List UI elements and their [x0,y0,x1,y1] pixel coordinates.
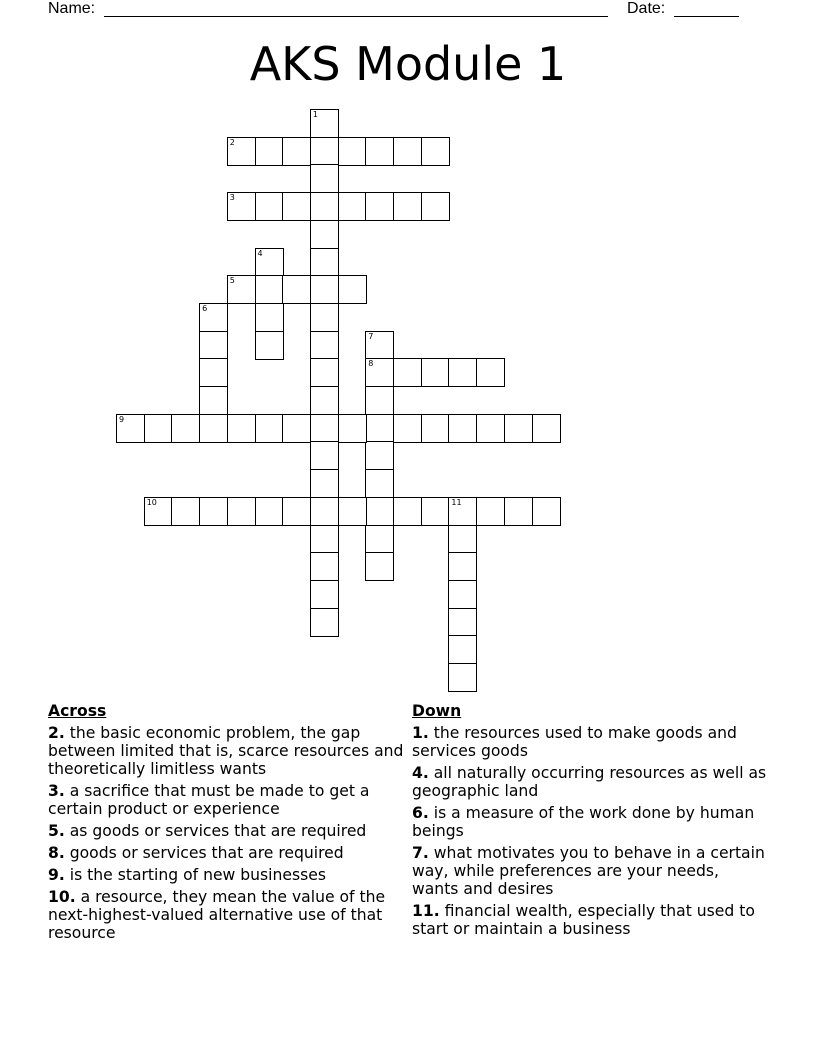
clue-number: 11 [451,497,462,507]
crossword-cell[interactable] [199,303,228,332]
crossword-cell[interactable] [393,137,422,166]
crossword-cell[interactable] [227,414,256,443]
down-clue [412,902,768,938]
clue-number: 11. [412,902,440,920]
crossword-cell[interactable] [365,358,394,387]
crossword-cell[interactable] [310,248,339,277]
across-clue [48,888,404,942]
clue-number: 3 [229,193,235,203]
clue-text: the resources used to make goods and services goods [412,724,737,760]
page-title: AKS Module 1 [249,37,567,91]
crossword-cell[interactable] [338,414,367,443]
clue-text: financial wealth, especially that used to start or maintain a business [412,902,755,938]
crossword-cell[interactable] [448,552,477,581]
crossword-cell[interactable] [532,414,561,443]
crossword-cell[interactable] [448,414,477,443]
crossword-cell[interactable] [310,497,339,526]
crossword-cell[interactable] [310,192,339,221]
clue-number: 1. [412,724,429,742]
crossword-cell[interactable] [421,358,450,387]
crossword-cell[interactable] [365,192,394,221]
crossword-cell[interactable] [365,552,394,581]
crossword-cell[interactable] [310,220,339,249]
crossword-cell[interactable] [255,414,284,443]
crossword-cell[interactable] [338,137,367,166]
clue-number: 2. [48,724,65,742]
crossword-cell[interactable] [421,497,450,526]
clue-number: 8 [368,359,374,369]
clue-text: is the starting of new businesses [64,866,326,884]
crossword-cell[interactable] [282,414,311,443]
crossword-cell[interactable] [421,192,450,221]
crossword-cell[interactable] [393,192,422,221]
clue-number: 10 [146,497,157,507]
clue-text: what motivates you to behave in a certain way, while preferences are your needs, wants and desires [412,844,765,898]
down-clue-list [412,724,768,938]
clue-number: 10. [48,888,76,906]
clue-number: 8. [48,844,65,862]
clue-text: all naturally occurring resources as well as geographic land [412,764,767,800]
crossword-cell[interactable] [199,358,228,387]
crossword-cell[interactable] [310,358,339,387]
crossword-cell[interactable] [365,414,394,443]
crossword-cell[interactable] [365,525,394,554]
clue-number: 4 [257,248,263,258]
down-clue [412,724,768,760]
across-clue [48,844,404,862]
down-heading: Down [412,702,462,720]
clue-number: 2 [229,137,235,147]
across-heading: Across [48,702,107,720]
crossword-cell[interactable] [255,275,284,304]
crossword-cell[interactable] [310,580,339,609]
crossword-cell[interactable] [532,497,561,526]
crossword-cell[interactable] [227,192,256,221]
crossword-cell[interactable] [448,580,477,609]
crossword-cell[interactable] [448,525,477,554]
crossword-cell[interactable] [448,608,477,637]
clue-text: a resource, they mean the value of the next-highest-valued alternative use of that resource [48,888,386,942]
crossword-cell[interactable] [476,358,505,387]
clue-text: as goods or services that are required [64,822,367,840]
crossword-cell[interactable] [504,497,533,526]
crossword-cell[interactable] [310,137,339,166]
clue-number: 1 [312,110,318,119]
clue-number: 4. [412,764,429,782]
across-clue [48,782,404,818]
clue-text: the basic economic problem, the gap between limited that is, scarce resources and theoretically limitless wants [48,724,404,778]
crossword-cell[interactable] [144,497,173,526]
crossword-cell[interactable] [144,414,173,443]
crossword-cell[interactable] [255,497,284,526]
crossword-cell[interactable] [282,192,311,221]
crossword-cell[interactable] [310,164,339,193]
crossword-cell[interactable] [282,497,311,526]
crossword-cell[interactable] [310,608,339,637]
crossword-cell[interactable] [199,331,228,360]
crossword-cell[interactable] [448,635,477,664]
down-clues [412,702,768,942]
crossword-cell[interactable] [227,137,256,166]
across-clue [48,822,404,840]
crossword-cell[interactable] [310,414,339,443]
crossword-cell[interactable] [255,137,284,166]
crossword-cell[interactable] [310,275,339,304]
crossword-cell[interactable] [282,137,311,166]
crossword-cell[interactable] [310,303,339,332]
crossword-cell[interactable] [365,441,394,470]
clue-text: is a measure of the work done by human beings [412,804,755,840]
crossword-cell[interactable] [310,331,339,360]
crossword-cell[interactable] [255,248,284,277]
clue-text: a sacrifice that must be made to get a certain product or experience [48,782,370,818]
crossword-cell[interactable] [476,497,505,526]
crossword-cell[interactable] [393,358,422,387]
crossword-cell[interactable] [365,497,394,526]
clue-number: 5. [48,822,65,840]
crossword-cell[interactable] [310,386,339,415]
down-clue [412,804,768,840]
across-clue-list [48,724,404,942]
across-clues [48,702,404,946]
crossword-cell[interactable] [199,497,228,526]
crossword-cell[interactable] [393,497,422,526]
crossword-cell[interactable] [365,331,394,360]
crossword-cell[interactable] [310,552,339,581]
crossword-cell[interactable] [255,331,284,360]
crossword-cell[interactable] [199,414,228,443]
clue-number: 9. [48,866,65,884]
crossword-cell[interactable] [310,109,339,138]
clue-number: 5 [229,276,235,286]
crossword-cell[interactable] [365,386,394,415]
crossword-cell[interactable] [338,497,367,526]
crossword-cell[interactable] [255,303,284,332]
clue-number: 6. [412,804,429,822]
crossword-cell[interactable] [227,497,256,526]
clue-number: 7. [412,844,429,862]
across-clue [48,724,404,778]
crossword-cell[interactable] [421,414,450,443]
clue-number: 9 [119,414,125,424]
crossword-cell[interactable] [393,414,422,443]
clue-number: 6 [202,303,208,313]
name-label: Name: [48,0,96,17]
crossword-cell[interactable] [310,525,339,554]
crossword-cell[interactable] [448,497,477,526]
clue-number: 3. [48,782,65,800]
crossword-cell[interactable] [448,358,477,387]
crossword-cell[interactable] [282,275,311,304]
crossword-cell[interactable] [421,137,450,166]
crossword-cell[interactable] [476,414,505,443]
crossword-cell[interactable] [365,469,394,498]
down-clue [412,764,768,800]
date-label: Date: [627,0,666,17]
crossword-cell[interactable] [171,414,200,443]
crossword-cell[interactable] [448,663,477,692]
crossword-cell[interactable] [365,137,394,166]
clue-number: 7 [368,331,374,341]
down-clue [412,844,768,898]
crossword-cell[interactable] [171,497,200,526]
across-clue [48,866,404,884]
crossword-cell[interactable] [504,414,533,443]
crossword-cell[interactable] [310,469,339,498]
crossword-cell[interactable] [338,192,367,221]
crossword-cell[interactable] [255,192,284,221]
crossword-cell[interactable] [227,275,256,304]
crossword-cell[interactable] [116,414,145,443]
crossword-cell[interactable] [338,275,367,304]
clue-text: goods or services that are required [64,844,344,862]
crossword-cell[interactable] [199,386,228,415]
crossword-cell[interactable] [310,441,339,470]
